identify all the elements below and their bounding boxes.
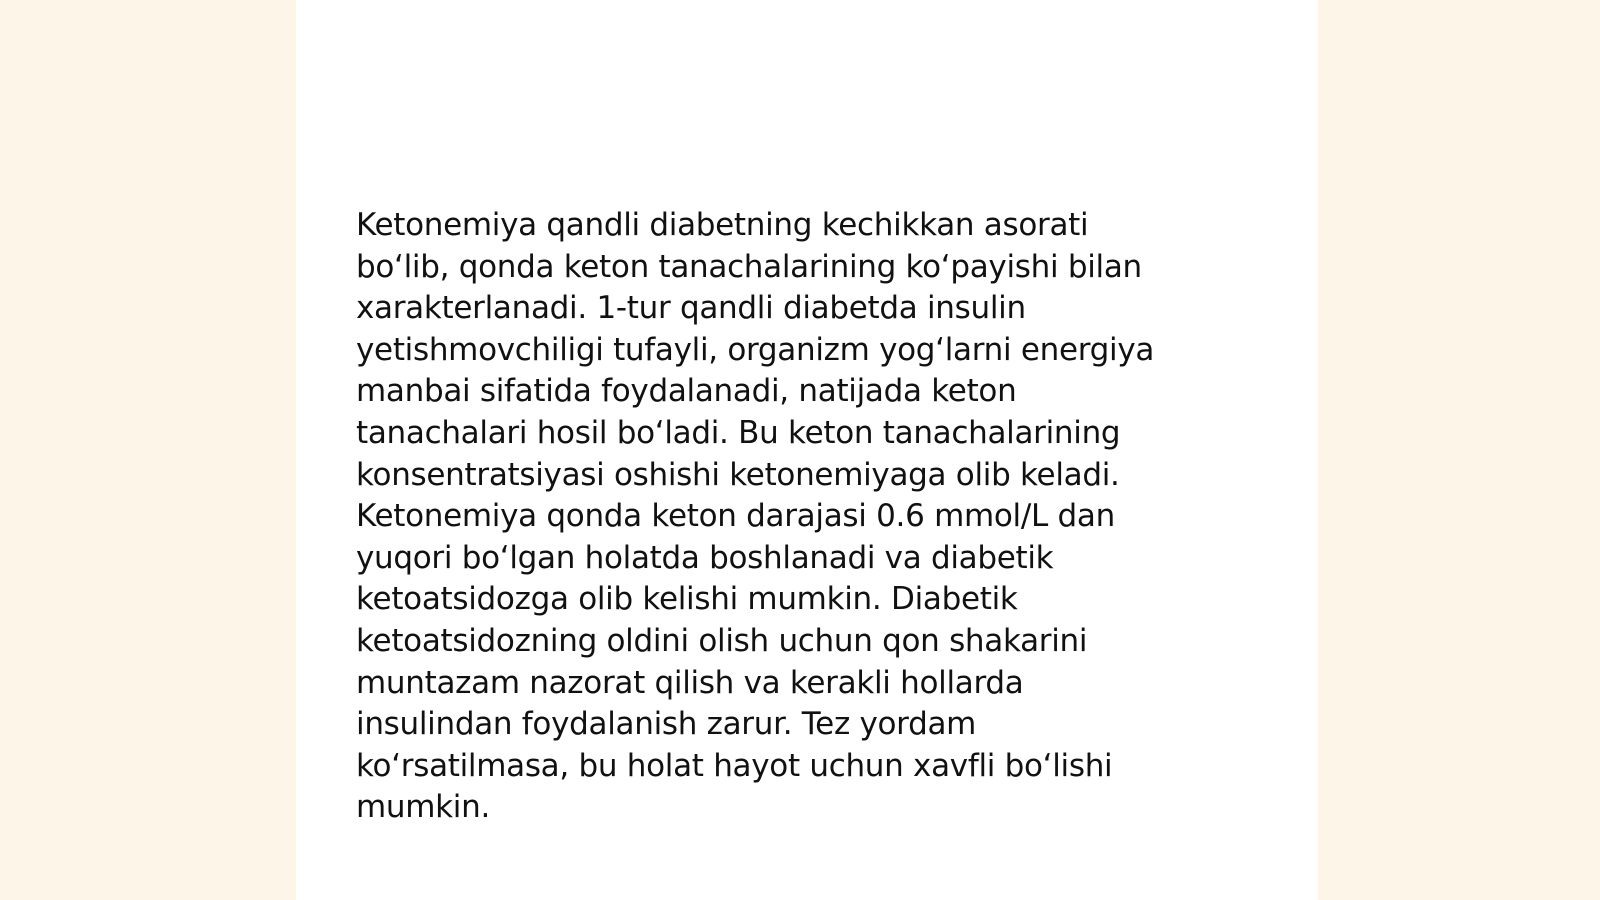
paragraph-line-1: Ketonemiya qandli diabetning kechikkan asorati (356, 207, 1089, 243)
paragraph-line-15: mumkin. (356, 789, 491, 826)
paragraph-line-7: konsentratsiyasi oshishi ketonemiyaga olib keladi. (356, 456, 1120, 493)
paragraph-line-10: ketoatsidozga olib kelishi mumkin. Diabetik (356, 581, 1018, 618)
paragraph-line-14: koʻrsatilmasa, bu holat hayot uchun xavfli boʻlishi (356, 747, 1113, 784)
paragraph-line-3: xarakterlanadi. 1-tur qandli diabetda insulin (356, 290, 1026, 327)
paragraph-line-5: manbai sifatida foydalanadi, natijada keton (356, 373, 1017, 410)
paragraph-line-12: muntazam nazorat qilish va kerakli hollarda (356, 664, 1024, 701)
paragraph-line-6: tanachalari hosil boʻladi. Bu keton tanachalarining (356, 414, 1121, 451)
paragraph-line-4: yetishmovchiligi tufayli, organizm yogʻlarni energiya (356, 331, 1155, 368)
body-paragraph (356, 205, 1226, 829)
paragraph-line-11: ketoatsidozning oldini olish uchun qon shakarini (356, 622, 1088, 659)
paragraph-line-13: insulindan foydalanish zarur. Tez yordam (356, 706, 977, 743)
paragraph-line-9: yuqori boʻlgan holatda boshlanadi va diabetik (356, 539, 1054, 576)
paragraph-line-2: boʻlib, qonda keton tanachalarining koʻpayishi bilan (356, 248, 1142, 285)
paragraph-line-8: Ketonemiya qonda keton darajasi 0.6 mmol/L dan (356, 498, 1115, 535)
slide-page (296, 0, 1318, 900)
